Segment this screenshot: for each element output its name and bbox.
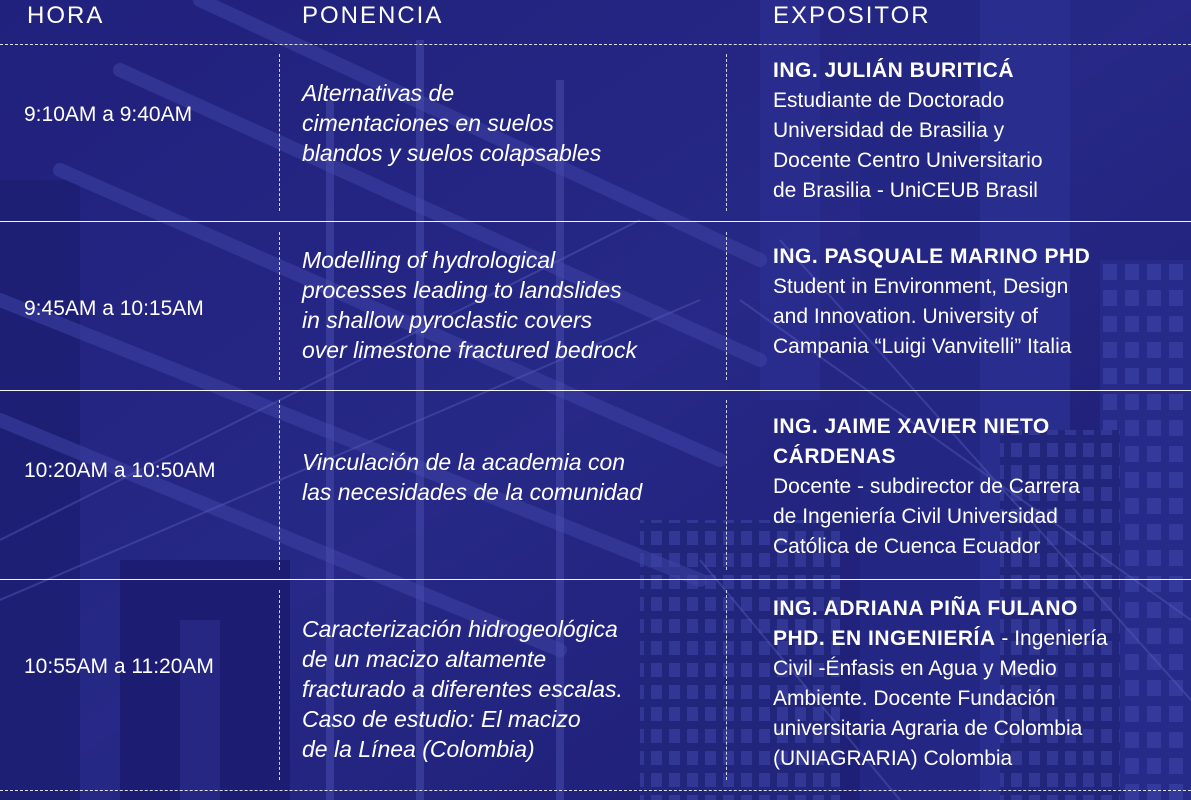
column-divider: [279, 232, 280, 380]
speaker-desc-line: Católica de Cuenca Ecuador: [773, 535, 1041, 558]
talk-title-line: Modelling of hydrological: [302, 247, 556, 273]
column-divider: [726, 400, 727, 570]
talk-title-line: in shallow pyroclastic covers: [302, 307, 593, 333]
speaker-name: ING. ADRIANA PIÑA FULANO: [773, 597, 1078, 620]
speaker-name: ING. PASQUALE MARINO PHD: [773, 245, 1091, 268]
speaker-desc-line: Docente - subdirector de Carrera: [773, 475, 1080, 498]
speaker-info: [773, 412, 1183, 562]
row-divider: [0, 579, 1191, 580]
talk-title: [302, 614, 722, 764]
talk-title-line: de la Línea (Colombia): [302, 736, 535, 762]
speaker-name: ING. JULIÁN BURITICÁ: [773, 59, 1014, 82]
speaker-desc-inline: - Ingeniería: [995, 627, 1108, 650]
column-divider: [279, 400, 280, 570]
talk-title: [302, 447, 722, 507]
speaker-name: CÁRDENAS: [773, 445, 897, 468]
row-divider: [0, 221, 1191, 222]
header-divider: [0, 44, 1191, 45]
talk-title: [302, 78, 722, 168]
speaker-info: [773, 56, 1183, 206]
talk-title-line: fracturado a diferentes escalas.: [302, 676, 623, 702]
talk-title-line: Caso de estudio: El macizo: [302, 706, 581, 732]
table-header: [0, 0, 1191, 44]
talk-title: [302, 245, 722, 365]
speaker-name: ING. JAIME XAVIER NIETO: [773, 415, 1050, 438]
session-time: 10:55AM a 11:20AM: [24, 655, 214, 678]
speaker-desc-line: Universidad de Brasilia y: [773, 119, 1005, 142]
session-time: 9:10AM a 9:40AM: [24, 103, 193, 126]
column-divider: [726, 54, 727, 211]
speaker-desc-line: Campania “Luigi Vanvitelli” Italia: [773, 335, 1072, 358]
session-time: 9:45AM a 10:15AM: [24, 297, 204, 320]
speaker-desc-line: Ambiente. Docente Fundación: [773, 687, 1056, 710]
speaker-desc-line: Civil -Énfasis en Agua y Medio: [773, 657, 1057, 680]
speaker-desc-line: Docente Centro Universitario: [773, 149, 1043, 172]
speaker-desc-line: de Brasilia - UniCEUB Brasil: [773, 179, 1038, 202]
session-time: 10:20AM a 10:50AM: [24, 459, 216, 482]
talk-title-line: Alternativas de: [302, 80, 455, 106]
speaker-desc-line: Student in Environment, Design: [773, 275, 1069, 298]
row-divider: [0, 790, 1191, 791]
speaker-desc-line: [773, 624, 1183, 654]
header-hora: HORA: [27, 2, 105, 29]
column-divider: [726, 232, 727, 380]
row-divider: [0, 390, 1191, 391]
speaker-desc-line: de Ingeniería Civil Universidad: [773, 505, 1058, 528]
speaker-desc-line: Estudiante de Doctorado: [773, 89, 1005, 112]
speaker-info: [773, 594, 1183, 774]
talk-title-line: blandos y suelos colapsables: [302, 140, 602, 166]
speaker-desc-line: and Innovation. University of: [773, 305, 1038, 328]
talk-title-line: las necesidades de la comunidad: [302, 479, 643, 505]
speaker-desc-line: universitaria Agraria de Colombia: [773, 717, 1083, 740]
column-divider: [279, 590, 280, 780]
column-divider: [279, 54, 280, 211]
talk-title-line: processes leading to landslides: [302, 277, 622, 303]
talk-title-line: over limestone fractured bedrock: [302, 337, 637, 363]
speaker-desc-line: (UNIAGRARIA) Colombia: [773, 747, 1013, 770]
talk-title-line: cimentaciones en suelos: [302, 110, 554, 136]
header-ponencia: PONENCIA: [302, 2, 444, 29]
talk-title-line: Caracterización hidrogeológica: [302, 616, 618, 642]
column-divider: [726, 590, 727, 780]
talk-title-line: de un macizo altamente: [302, 646, 547, 672]
talk-title-line: Vinculación de la academia con: [302, 449, 626, 475]
header-expositor: EXPOSITOR: [773, 2, 931, 29]
speaker-degree: PHD. EN INGENIERÍA: [773, 627, 996, 650]
speaker-info: [773, 242, 1183, 362]
